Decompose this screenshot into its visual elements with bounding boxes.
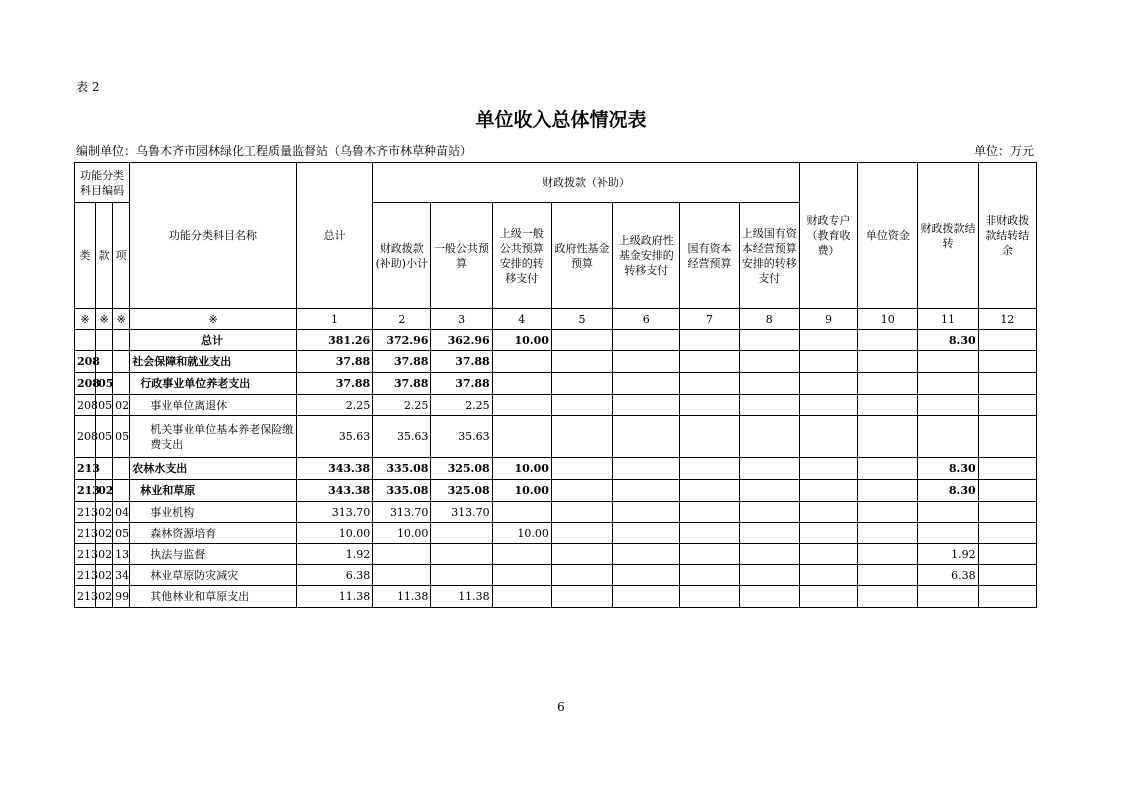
amount-cell: 372.96: [373, 330, 431, 351]
amount-cell: [492, 373, 551, 395]
code-lei-cell: [75, 330, 96, 351]
amount-cell: [373, 544, 431, 565]
amount-cell: [858, 330, 918, 351]
amount-cell: [739, 480, 799, 502]
amount-cell: [858, 523, 918, 544]
table-row: [75, 586, 1037, 608]
index-cell: ※: [75, 309, 96, 330]
compiling-unit: 编制单位：乌鲁木齐市园林绿化工程质量监督站（乌鲁木齐市林草种苗站）: [76, 144, 473, 158]
table-row: [75, 351, 1037, 373]
index-cell: 8: [739, 309, 799, 330]
amount-cell: 37.88: [296, 351, 372, 373]
amount-cell: [551, 458, 612, 480]
code-kuan-cell: 02: [96, 565, 113, 586]
amount-cell: [551, 502, 612, 523]
code-kuan-cell: 02: [96, 523, 113, 544]
amount-cell: [492, 586, 551, 608]
amount-cell: [551, 395, 612, 416]
amount-cell: 6.38: [918, 565, 978, 586]
code-kuan-cell: 02: [96, 544, 113, 565]
amount-cell: 10.00: [492, 458, 551, 480]
header-general-public: 一般公共预算: [431, 203, 492, 309]
amount-cell: [551, 480, 612, 502]
amount-cell: [918, 502, 978, 523]
table-row: [75, 565, 1037, 586]
amount-cell: [918, 395, 978, 416]
amount-cell: [492, 565, 551, 586]
amount-cell: 335.08: [373, 458, 431, 480]
index-cell: 12: [978, 309, 1036, 330]
amount-cell: 362.96: [431, 330, 492, 351]
amount-cell: [858, 544, 918, 565]
amount-cell: [613, 565, 680, 586]
amount-cell: 35.63: [373, 416, 431, 458]
code-xiang-cell: 02: [113, 395, 130, 416]
table-row: [75, 502, 1037, 523]
amount-cell: [799, 480, 857, 502]
index-cell: 1: [296, 309, 372, 330]
amount-cell: [858, 480, 918, 502]
amount-cell: [739, 586, 799, 608]
index-cell: 6: [613, 309, 680, 330]
amount-cell: [431, 565, 492, 586]
amount-cell: 35.63: [296, 416, 372, 458]
header-upper-general-transfer: 上级一般公共预算安排的转移支付: [492, 203, 551, 309]
amount-cell: [978, 416, 1036, 458]
code-kuan-cell: [96, 330, 113, 351]
amount-cell: 10.00: [296, 523, 372, 544]
table-row: [75, 330, 1037, 351]
subject-name-cell: 森林资源培育: [130, 523, 297, 544]
amount-cell: [918, 416, 978, 458]
amount-cell: [858, 395, 918, 416]
amount-cell: [799, 586, 857, 608]
index-cell: 9: [799, 309, 857, 330]
code-lei-cell: 213: [75, 502, 96, 523]
amount-cell: [978, 351, 1036, 373]
amount-cell: [739, 416, 799, 458]
subject-name-cell: 执法与监督: [130, 544, 297, 565]
code-kuan-cell: 05: [96, 416, 113, 458]
subject-name-cell: 事业单位离退休: [130, 395, 297, 416]
amount-cell: [858, 416, 918, 458]
code-lei-cell: 213: [75, 480, 96, 502]
amount-cell: [551, 373, 612, 395]
amount-cell: [858, 502, 918, 523]
code-lei-cell: 213: [75, 544, 96, 565]
amount-cell: 313.70: [373, 502, 431, 523]
table-row: [75, 523, 1037, 544]
amount-cell: [551, 544, 612, 565]
amount-cell: [858, 373, 918, 395]
amount-cell: 325.08: [431, 480, 492, 502]
amount-cell: 8.30: [918, 458, 978, 480]
table-row: [75, 373, 1037, 395]
amount-cell: [858, 586, 918, 608]
amount-cell: [858, 565, 918, 586]
subject-name-cell: 行政事业单位养老支出: [130, 373, 297, 395]
amount-cell: [680, 565, 739, 586]
amount-cell: 11.38: [296, 586, 372, 608]
amount-cell: [978, 544, 1036, 565]
amount-cell: [613, 544, 680, 565]
page-title: 单位收入总体情况表: [475, 109, 647, 131]
code-kuan-cell: 02: [96, 480, 113, 502]
index-cell: 2: [373, 309, 431, 330]
code-lei-cell: 213: [75, 523, 96, 544]
amount-cell: [739, 523, 799, 544]
index-cell: 3: [431, 309, 492, 330]
header-row-1: [75, 163, 1037, 203]
amount-cell: [799, 351, 857, 373]
amount-cell: [492, 502, 551, 523]
amount-cell: [858, 351, 918, 373]
amount-cell: [799, 523, 857, 544]
amount-cell: [799, 458, 857, 480]
subject-name-cell: 其他林业和草原支出: [130, 586, 297, 608]
header-fiscal-carryover: 财政拨款结转: [918, 163, 978, 309]
table-row: [75, 458, 1037, 480]
header-kuan: 款: [96, 203, 113, 309]
code-kuan-cell: 02: [96, 502, 113, 523]
amount-cell: [613, 395, 680, 416]
amount-cell: [551, 565, 612, 586]
amount-cell: [799, 330, 857, 351]
table-row: [75, 416, 1037, 458]
amount-cell: 11.38: [431, 586, 492, 608]
amount-cell: [918, 373, 978, 395]
index-cell: ※: [113, 309, 130, 330]
amount-cell: [680, 351, 739, 373]
amount-cell: [978, 395, 1036, 416]
code-xiang-cell: [113, 458, 130, 480]
amount-cell: [551, 416, 612, 458]
index-cell: 11: [918, 309, 978, 330]
code-kuan-cell: 05: [96, 373, 113, 395]
header-func-name: 功能分类科目名称: [130, 163, 297, 309]
amount-cell: 343.38: [296, 480, 372, 502]
amount-cell: [799, 395, 857, 416]
index-cell: ※: [130, 309, 297, 330]
amount-cell: [680, 523, 739, 544]
amount-cell: [739, 565, 799, 586]
code-lei-cell: 213: [75, 565, 96, 586]
code-lei-cell: 213: [75, 586, 96, 608]
subject-name-cell: 林业和草原: [130, 480, 297, 502]
amount-cell: 10.00: [492, 523, 551, 544]
code-xiang-cell: 13: [113, 544, 130, 565]
amount-cell: [680, 502, 739, 523]
amount-cell: [858, 458, 918, 480]
amount-cell: 8.30: [918, 480, 978, 502]
subject-name-cell: 林业草原防灾减灾: [130, 565, 297, 586]
code-lei-cell: 213: [75, 458, 96, 480]
amount-cell: 8.30: [918, 330, 978, 351]
index-cell: 5: [551, 309, 612, 330]
code-lei-cell: 208: [75, 395, 96, 416]
amount-cell: 10.00: [492, 480, 551, 502]
amount-cell: [431, 523, 492, 544]
amount-cell: 10.00: [492, 330, 551, 351]
subject-name-cell: 社会保障和就业支出: [130, 351, 297, 373]
index-cell: 4: [492, 309, 551, 330]
amount-cell: 325.08: [431, 458, 492, 480]
amount-cell: [978, 373, 1036, 395]
amount-cell: [680, 544, 739, 565]
amount-cell: [680, 373, 739, 395]
amount-cell: [799, 416, 857, 458]
amount-cell: [551, 586, 612, 608]
code-xiang-cell: 05: [113, 416, 130, 458]
header-upper-gov-fund-transfer: 上级政府性基金安排的转移支付: [613, 203, 680, 309]
header-xiang: 项: [113, 203, 130, 309]
code-xiang-cell: [113, 373, 130, 395]
amount-cell: [431, 544, 492, 565]
amount-cell: [613, 330, 680, 351]
table-row: [75, 544, 1037, 565]
amount-cell: [613, 480, 680, 502]
header-fiscal-subtotal: 财政拨款(补助)小计: [373, 203, 431, 309]
code-kuan-cell: 02: [96, 586, 113, 608]
amount-cell: 35.63: [431, 416, 492, 458]
amount-cell: [613, 502, 680, 523]
amount-cell: [799, 565, 857, 586]
amount-cell: [680, 458, 739, 480]
amount-cell: 381.26: [296, 330, 372, 351]
code-kuan-cell: 05: [96, 395, 113, 416]
amount-cell: [492, 351, 551, 373]
amount-cell: 2.25: [296, 395, 372, 416]
amount-cell: [551, 523, 612, 544]
code-xiang-cell: 34: [113, 565, 130, 586]
amount-cell: [978, 502, 1036, 523]
amount-cell: [739, 351, 799, 373]
amount-cell: 37.88: [373, 373, 431, 395]
amount-cell: [492, 395, 551, 416]
amount-cell: 11.38: [373, 586, 431, 608]
amount-cell: [613, 458, 680, 480]
amount-cell: 313.70: [296, 502, 372, 523]
amount-cell: [978, 458, 1036, 480]
code-xiang-cell: 05: [113, 523, 130, 544]
amount-cell: [918, 523, 978, 544]
amount-cell: [739, 330, 799, 351]
amount-cell: 37.88: [373, 351, 431, 373]
header-func-code: 功能分类科目编码: [75, 163, 130, 203]
amount-cell: [613, 586, 680, 608]
table-label: 表 2: [76, 80, 100, 94]
code-xiang-cell: [113, 330, 130, 351]
header-lei: 类: [75, 203, 96, 309]
amount-cell: [680, 416, 739, 458]
index-cell: 10: [858, 309, 918, 330]
amount-cell: 1.92: [296, 544, 372, 565]
amount-cell: 10.00: [373, 523, 431, 544]
amount-cell: [799, 502, 857, 523]
header-upper-state-capital-transfer: 上级国有资本经营预算安排的转移支付: [739, 203, 799, 309]
header-fiscal-group: 财政拨款（补助）: [373, 163, 800, 203]
code-xiang-cell: 04: [113, 502, 130, 523]
amount-cell: [613, 523, 680, 544]
amount-cell: [373, 565, 431, 586]
amount-cell: [799, 544, 857, 565]
amount-cell: [978, 523, 1036, 544]
subject-name-cell: 事业机构: [130, 502, 297, 523]
amount-cell: 37.88: [296, 373, 372, 395]
subject-name-cell: 总计: [130, 330, 297, 351]
amount-cell: [492, 416, 551, 458]
amount-cell: [613, 416, 680, 458]
header-fiscal-special: 财政专户（教育收费）: [799, 163, 857, 309]
amount-cell: [680, 586, 739, 608]
amount-cell: [680, 480, 739, 502]
amount-cell: 37.88: [431, 373, 492, 395]
header-gov-fund: 政府性基金预算: [551, 203, 612, 309]
amount-cell: [551, 330, 612, 351]
amount-cell: [680, 395, 739, 416]
index-row: [75, 309, 1037, 330]
amount-cell: [978, 586, 1036, 608]
amount-cell: [978, 330, 1036, 351]
amount-cell: 6.38: [296, 565, 372, 586]
amount-cell: 343.38: [296, 458, 372, 480]
code-lei-cell: 208: [75, 373, 96, 395]
amount-cell: [492, 544, 551, 565]
amount-cell: [739, 458, 799, 480]
amount-cell: 313.70: [431, 502, 492, 523]
page-number: 6: [557, 700, 565, 714]
header-total: 总计: [296, 163, 372, 309]
amount-cell: [739, 544, 799, 565]
amount-cell: [978, 480, 1036, 502]
table-row: [75, 480, 1037, 502]
code-xiang-cell: [113, 351, 130, 373]
index-cell: ※: [96, 309, 113, 330]
amount-cell: [918, 586, 978, 608]
amount-cell: [799, 373, 857, 395]
amount-cell: [739, 395, 799, 416]
code-lei-cell: 208: [75, 416, 96, 458]
header-nonfiscal-carryover: 非财政拨款结转结余: [978, 163, 1036, 309]
amount-cell: 1.92: [918, 544, 978, 565]
currency-unit: 单位：万元: [973, 144, 1034, 158]
subject-name-cell: 机关事业单位基本养老保险缴费支出: [130, 416, 297, 458]
amount-cell: 2.25: [431, 395, 492, 416]
header-unit-funds: 单位资金: [858, 163, 918, 309]
amount-cell: [978, 565, 1036, 586]
amount-cell: [680, 330, 739, 351]
amount-cell: 335.08: [373, 480, 431, 502]
subject-name-cell: 农林水支出: [130, 458, 297, 480]
code-xiang-cell: 99: [113, 586, 130, 608]
amount-cell: 2.25: [373, 395, 431, 416]
amount-cell: [551, 351, 612, 373]
index-cell: 7: [680, 309, 739, 330]
amount-cell: [739, 373, 799, 395]
header-state-capital: 国有资本经营预算: [680, 203, 739, 309]
amount-cell: [739, 502, 799, 523]
income-summary-table: [74, 162, 1037, 608]
code-lei-cell: 208: [75, 351, 96, 373]
amount-cell: [918, 351, 978, 373]
amount-cell: [613, 351, 680, 373]
table-row: [75, 395, 1037, 416]
amount-cell: 37.88: [431, 351, 492, 373]
amount-cell: [613, 373, 680, 395]
code-xiang-cell: [113, 480, 130, 502]
